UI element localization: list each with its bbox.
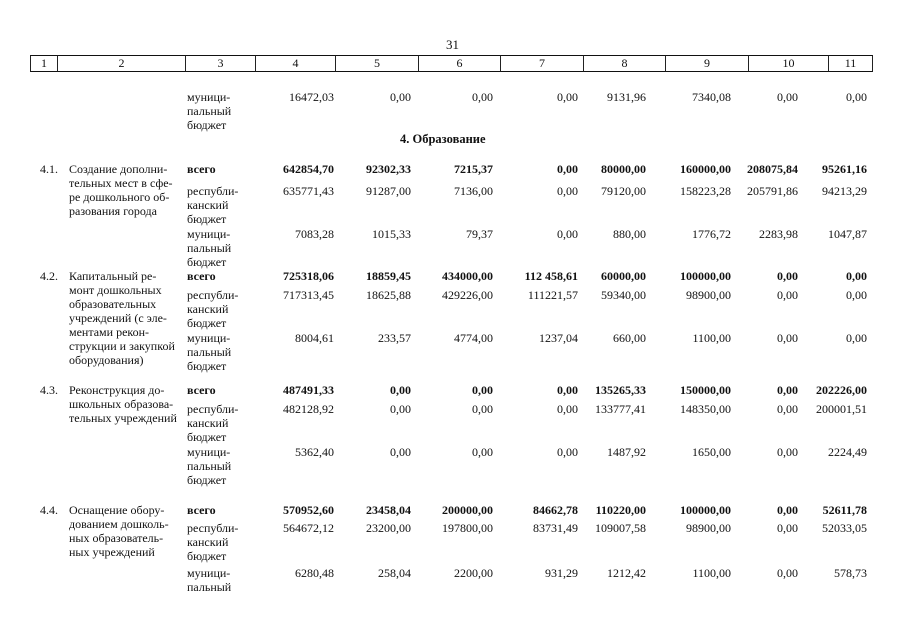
- value-cell: 0,00: [557, 402, 578, 416]
- value-cell: 258,04: [378, 566, 411, 580]
- item-name: Оснащение обору- дованием дошколь- ных образователь- ных учреждений: [69, 503, 169, 559]
- column-header-11: 11: [828, 55, 873, 72]
- value-cell: 0,00: [777, 90, 798, 104]
- value-cell: 133777,41: [595, 402, 646, 416]
- value-cell: 0,00: [557, 90, 578, 104]
- row-label: всего: [187, 162, 216, 176]
- value-cell: 0,00: [777, 503, 798, 517]
- value-cell: 0,00: [777, 288, 798, 302]
- column-header-6: 6: [418, 55, 501, 72]
- value-cell: 2200,00: [454, 566, 493, 580]
- value-cell: 111221,57: [527, 288, 578, 302]
- value-cell: 112 458,61: [524, 269, 578, 283]
- value-cell: 0,00: [777, 402, 798, 416]
- section-title: 4. Образование: [400, 132, 486, 146]
- value-cell: 92302,33: [366, 162, 411, 176]
- value-cell: 0,00: [472, 402, 493, 416]
- column-header-9: 9: [665, 55, 749, 72]
- value-cell: 0,00: [472, 445, 493, 459]
- value-cell: 0,00: [846, 288, 867, 302]
- value-cell: 0,00: [390, 402, 411, 416]
- value-cell: 0,00: [777, 445, 798, 459]
- value-cell: 9131,96: [607, 90, 646, 104]
- row-label: республи- канский бюджет: [187, 184, 239, 226]
- value-cell: 487491,33: [283, 383, 334, 397]
- value-cell: 148350,00: [680, 402, 731, 416]
- value-cell: 0,00: [777, 269, 798, 283]
- row-label: муници- пальный: [187, 566, 232, 594]
- value-cell: 16472,03: [289, 90, 334, 104]
- value-cell: 0,00: [557, 445, 578, 459]
- page-number: 31: [446, 37, 459, 52]
- value-cell: 2224,49: [828, 445, 867, 459]
- value-cell: 0,00: [846, 269, 867, 283]
- value-cell: 0,00: [846, 90, 867, 104]
- value-cell: 642854,70: [283, 162, 334, 176]
- value-cell: 95261,16: [822, 162, 867, 176]
- column-header-7: 7: [500, 55, 584, 72]
- value-cell: 205791,86: [747, 184, 798, 198]
- value-cell: 158223,28: [680, 184, 731, 198]
- value-cell: 7340,08: [692, 90, 731, 104]
- value-cell: 578,73: [834, 566, 867, 580]
- row-label: муници- пальный бюджет: [187, 445, 232, 487]
- value-cell: 200000,00: [442, 503, 493, 517]
- item-number: 4.3.: [40, 383, 58, 397]
- value-cell: 84662,78: [533, 503, 578, 517]
- value-cell: 0,00: [557, 227, 578, 241]
- value-cell: 0,00: [390, 383, 411, 397]
- value-cell: 429226,00: [442, 288, 493, 302]
- value-cell: 1237,04: [539, 331, 578, 345]
- value-cell: 6280,48: [295, 566, 334, 580]
- value-cell: 5362,40: [295, 445, 334, 459]
- value-cell: 80000,00: [601, 162, 646, 176]
- value-cell: 0,00: [472, 90, 493, 104]
- row-label: муници- пальный бюджет: [187, 90, 232, 132]
- value-cell: 434000,00: [442, 269, 493, 283]
- row-label: республи- канский бюджет: [187, 521, 239, 563]
- column-header-1: 1: [30, 55, 58, 72]
- value-cell: 233,57: [378, 331, 411, 345]
- value-cell: 4774,00: [454, 331, 493, 345]
- column-header-3: 3: [185, 55, 256, 72]
- value-cell: 94213,29: [822, 184, 867, 198]
- value-cell: 1047,87: [828, 227, 867, 241]
- value-cell: 100000,00: [680, 269, 731, 283]
- value-cell: 880,00: [613, 227, 646, 241]
- value-cell: 2283,98: [759, 227, 798, 241]
- value-cell: 59340,00: [601, 288, 646, 302]
- value-cell: 0,00: [390, 445, 411, 459]
- value-cell: 110220,00: [595, 503, 646, 517]
- value-cell: 0,00: [557, 184, 578, 198]
- value-cell: 931,29: [545, 566, 578, 580]
- value-cell: 83731,49: [533, 521, 578, 535]
- row-label: всего: [187, 269, 216, 283]
- column-header-5: 5: [335, 55, 419, 72]
- value-cell: 60000,00: [601, 269, 646, 283]
- value-cell: 98900,00: [686, 288, 731, 302]
- value-cell: 91287,00: [366, 184, 411, 198]
- item-name: Капитальный ре- монт дошкольных образовательных учреждений (с эле- ментами рекон- струкции и закупкой оборудования): [69, 269, 175, 367]
- value-cell: 202226,00: [816, 383, 867, 397]
- column-header-4: 4: [255, 55, 336, 72]
- value-cell: 717313,45: [283, 288, 334, 302]
- value-cell: 7083,28: [295, 227, 334, 241]
- value-cell: 0,00: [777, 521, 798, 535]
- row-label: всего: [187, 503, 216, 517]
- value-cell: 0,00: [557, 383, 578, 397]
- value-cell: 109007,58: [595, 521, 646, 535]
- value-cell: 135265,33: [595, 383, 646, 397]
- value-cell: 1212,42: [607, 566, 646, 580]
- item-number: 4.1.: [40, 162, 58, 176]
- value-cell: 52033,05: [822, 521, 867, 535]
- row-label: муници- пальный бюджет: [187, 227, 232, 269]
- value-cell: 79120,00: [601, 184, 646, 198]
- value-cell: 150000,00: [680, 383, 731, 397]
- value-cell: 1015,33: [372, 227, 411, 241]
- value-cell: 0,00: [846, 331, 867, 345]
- value-cell: 160000,00: [680, 162, 731, 176]
- value-cell: 197800,00: [442, 521, 493, 535]
- column-header-2: 2: [57, 55, 186, 72]
- value-cell: 1100,00: [692, 566, 731, 580]
- value-cell: 635771,43: [283, 184, 334, 198]
- item-name: Создание дополни- тельных мест в сфе- ре дошкольного об- разования города: [69, 162, 173, 218]
- item-number: 4.2.: [40, 269, 58, 283]
- value-cell: 660,00: [613, 331, 646, 345]
- value-cell: 0,00: [472, 383, 493, 397]
- value-cell: 1100,00: [692, 331, 731, 345]
- value-cell: 1487,92: [607, 445, 646, 459]
- value-cell: 0,00: [777, 566, 798, 580]
- value-cell: 208075,84: [747, 162, 798, 176]
- value-cell: 7215,37: [454, 162, 493, 176]
- value-cell: 1776,72: [692, 227, 731, 241]
- row-label: республи- канский бюджет: [187, 402, 239, 444]
- column-header-8: 8: [583, 55, 666, 72]
- value-cell: 100000,00: [680, 503, 731, 517]
- column-header-10: 10: [748, 55, 829, 72]
- value-cell: 482128,92: [283, 402, 334, 416]
- value-cell: 23200,00: [366, 521, 411, 535]
- value-cell: 564672,12: [283, 521, 334, 535]
- value-cell: 0,00: [390, 90, 411, 104]
- row-label: муници- пальный бюджет: [187, 331, 232, 373]
- row-label: всего: [187, 383, 216, 397]
- value-cell: 0,00: [777, 383, 798, 397]
- value-cell: 570952,60: [283, 503, 334, 517]
- value-cell: 18625,88: [366, 288, 411, 302]
- value-cell: 18859,45: [366, 269, 411, 283]
- value-cell: 79,37: [466, 227, 493, 241]
- value-cell: 200001,51: [816, 402, 867, 416]
- value-cell: 8004,61: [295, 331, 334, 345]
- item-name: Реконструкция до- школьных образова- тельных учреждений: [69, 383, 177, 425]
- value-cell: 7136,00: [454, 184, 493, 198]
- row-label: республи- канский бюджет: [187, 288, 239, 330]
- value-cell: 0,00: [557, 162, 578, 176]
- value-cell: 23458,04: [366, 503, 411, 517]
- value-cell: 1650,00: [692, 445, 731, 459]
- value-cell: 725318,06: [283, 269, 334, 283]
- value-cell: 0,00: [777, 331, 798, 345]
- item-number: 4.4.: [40, 503, 58, 517]
- value-cell: 98900,00: [686, 521, 731, 535]
- value-cell: 52611,78: [822, 503, 867, 517]
